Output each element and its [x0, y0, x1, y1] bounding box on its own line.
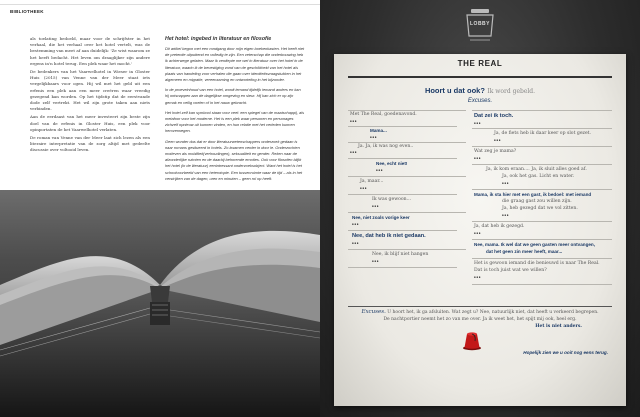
- fez-hat-icon: [460, 328, 484, 352]
- title-rule: [348, 76, 612, 78]
- logo-text: LOBBY: [470, 21, 490, 27]
- script-sheet: THE REAL Hoort u dat ook? Ik word gebeld. Excuses. Met The Real, goedenavond. ••• Mama... ••• Ja. Ja, ik was nog even.. ••• Nee, echt niet! ••• Ja, maar... ••• Ik was gewoon... ••• Nee, niet zoals vorige keer ••• Nee, dat heb ik niet gedaan. ••• Nee, ik blijf niet hangen ••• Dat zei ik toch. ••• Ja, de fiets heb ik daar keer op slot gezet. ••• Wat zeg je mama? ••• Ja, ik kom eraan.... Ja, ik sluit alles goed af. Ja, ook het gas. Licht en water. ••• Mama, ik sta hier met een gast, ik bedoel: met iemand die graag gast zou willen zijn. Ja, heb gezegd dat we vol zitten. ••• Ja, dat heb ik gezegd. ••• Nee, mama. Ik wel dat we geen gasten meer ontvangen, dat het geen zin meer heeft, maar... Het is gewoon iemand die benieuwd is naar The Real. Dat is toch juist wat we willen? ••• Excuses. U hoort het, ik ga afsluiten. Wat zegt u? Nee, natuurlijk niet, dat heeft u verkeerd begrepen. De nachtportier neemt het zo van me over. Ja ik weet het, het spijt mij ook, heel erg. Het is niet anders. Hopelijk zien we u ooit nog eens terug.: [334, 54, 626, 406]
- paragraph: De bedenkers van het Vaarwelhotel in Wieser in Gloster Huis (2015) van Venne van der Meer staat iets vergelijkbaars voor ogen. Hij wil met het geld uit een erfenis een plek aan een meer creëren waar vreedig gezegend kan worden. Op het tijdstip dat de eerstvande dode zelf vertrekt. Het wil zijn grote taken aan niets verbinden.: [30, 69, 150, 112]
- dialogue-line: dat het geen zin meer heeft, maar...: [486, 249, 563, 254]
- dialogue-line: Met The Real, goedenavond.: [350, 112, 417, 117]
- paragraph: Aan de eerdaast van het meer investeert zijn beste zijn doel van de erfenis in Gloster Huis, een plek voor opinportaten de het Vaarwelhotel verlaten.: [30, 114, 150, 132]
- dialogue-line: Het is gewoon iemand die benieuwd is naar The Real.: [474, 261, 600, 266]
- dialogue-line: Ik was gewoon...: [372, 197, 412, 202]
- article-column-2: [165, 36, 305, 186]
- paragraph: als toelating bedoeld, maar voor de schrijfster in het verhaal, die het verhaal over het hotel vertelt, was de bestemming van meet af aan duidelijk: 'Ze wist waarom ze het heeft bedacht. Het leven om draaglijker zijn andere ergens in'n hotel terug. Een plek waar het mocht.': [30, 36, 150, 66]
- article-column-1: [30, 36, 150, 156]
- dialogue-line: Ja, ook het gas. Licht en water.: [502, 174, 575, 179]
- dialogue-line: Ja, heb gezegd dat we vol zitten.: [502, 206, 578, 211]
- question-aside: Ik word gebeld.: [487, 88, 536, 95]
- dialogue-line: Dat zei ik toch.: [474, 113, 514, 119]
- footer-line-1: U hoort het, ik ga afsluiten. Wat zegt u? Nee, natuurlijk niet, dat heeft u verkeerd begrepen.: [387, 310, 599, 315]
- right-page: [320, 0, 640, 417]
- dialogue-line: Mama, ik sta hier met een gast, ik bedoel: met iemand: [474, 192, 592, 197]
- footer-text: [348, 309, 612, 330]
- dialogue-line: Ja, ik kom eraan.... Ja, ik sluit alles goed af.: [486, 167, 587, 172]
- dialogue-line: Nee, mama. Ik wel dat we geen gasten meer ontvangen,: [474, 242, 596, 247]
- paragraph: In de proeveinhoud van een hotel, wordt iemand tijdelijk iemand anders en kan hij ontsnappen aan de dagelijkse omgeving en sleur. Hij kan zich er op zijn gemak en veilig voelen of in het nauw gebracht.: [165, 87, 301, 105]
- dialogue-line: Ja. Ja, ik was nog even..: [358, 144, 414, 149]
- header-rule: [0, 4, 320, 5]
- dialogue-line: Wat zeg je mama?: [474, 149, 517, 154]
- section-label: BIBLIOTHEEK: [10, 9, 44, 14]
- question-line: [334, 86, 626, 95]
- dialogue-line: Nee, niet zoals vorige keer: [352, 215, 410, 220]
- question-text: Hoort u dat ook?: [424, 86, 485, 95]
- dialogue-line: Nee, ik blijf niet hangen: [372, 252, 429, 257]
- dialogue-line: Ja, maar...: [360, 179, 384, 184]
- dialogue-line: Dat is toch juist wat we willen?: [474, 268, 547, 273]
- dialogue-line: Nee, echt niet!: [376, 161, 408, 166]
- section-heading: Het hotel: ingebed in literatuur en filosofie: [165, 36, 272, 42]
- sheet-title: THE REAL: [457, 59, 503, 68]
- dialogue-line: Ja, dat heb ik gezegd.: [474, 224, 525, 229]
- footer-excuses: Excuses.: [361, 309, 386, 315]
- excuses-line: Excuses.: [467, 98, 493, 104]
- book-photo: [0, 190, 320, 417]
- dialogue-line: Mama...: [370, 128, 387, 133]
- paragraph: Het hotel zelf kan symbool staan voor veel: een spiegel van de maatschappij, als metafoor voor het moderne. Het is een plek waar personen en personages zichzelf opnieuw uit kunnen vinden, en hun relatie met het verleden kunnen heroverwegen.: [165, 109, 305, 134]
- footer-line-3: Het is niet anders.: [535, 324, 582, 329]
- dialogue-line: die graag gast zou willen zijn.: [502, 199, 572, 204]
- dialogue-line: Nee, dat heb ik niet gedaan.: [352, 233, 426, 239]
- final-line: Hopelijk zien we u ooit nog eens terug.: [523, 350, 608, 355]
- paragraph: Dit artikel begon met een rondgang door mijn eigen boekenkasten. Het heeft niet de pretentie uitputtend en volledig te zijn. Een veterschap die onderbouwing heb ik achterwege gelaten. Maar ik verdiepte me wel in literatuur over het hotel in de literatuur, waarin ik de bevestiging vond van de geschiktheid van het hotel als plaats van handeling voor verhalen die gaan over identiteitsvraagstukken in het algemeen en migratie, vereenzaming en ontworteling in het bijzonder.: [165, 46, 305, 83]
- dialogue-line: Ja, de fiets heb ik daar keer op slot gezet.: [494, 131, 591, 136]
- paragraph: Geen wonder dus dat er door literatuurwetenschappers onderzoek gedaan is naar romans gesitueerd in hotels. Zo kwamen verder in door le. Onderzochten motieven als mobiliteit(verhoudingen), seksualiteit en gender. Reken naar de afzonderlijke ruimten en de daarbij behorende emoties. Ook voor filosofen blijkt het hotel (in de literatuur) eenintressant onderzoeksobject. Want het hotel is het schoolvoorbeeld van een heterotopie. Een tussenruimte waar de tijd – als in het verstrijken van de dagen, uren en minuten – geen rol op heeft.: [165, 138, 303, 181]
- footer-line-2: De nachtportier neemt het zo van me over. Ja ik weet het, het spijt mij ook, heel erg.: [383, 317, 577, 322]
- footer-rule: [348, 306, 612, 307]
- paragraph: De roman van Venne van der Meer laat zich lezen als een literaire interpretatie van de zorg altijd met gedeelte discussie over voltooid leven.: [30, 135, 150, 153]
